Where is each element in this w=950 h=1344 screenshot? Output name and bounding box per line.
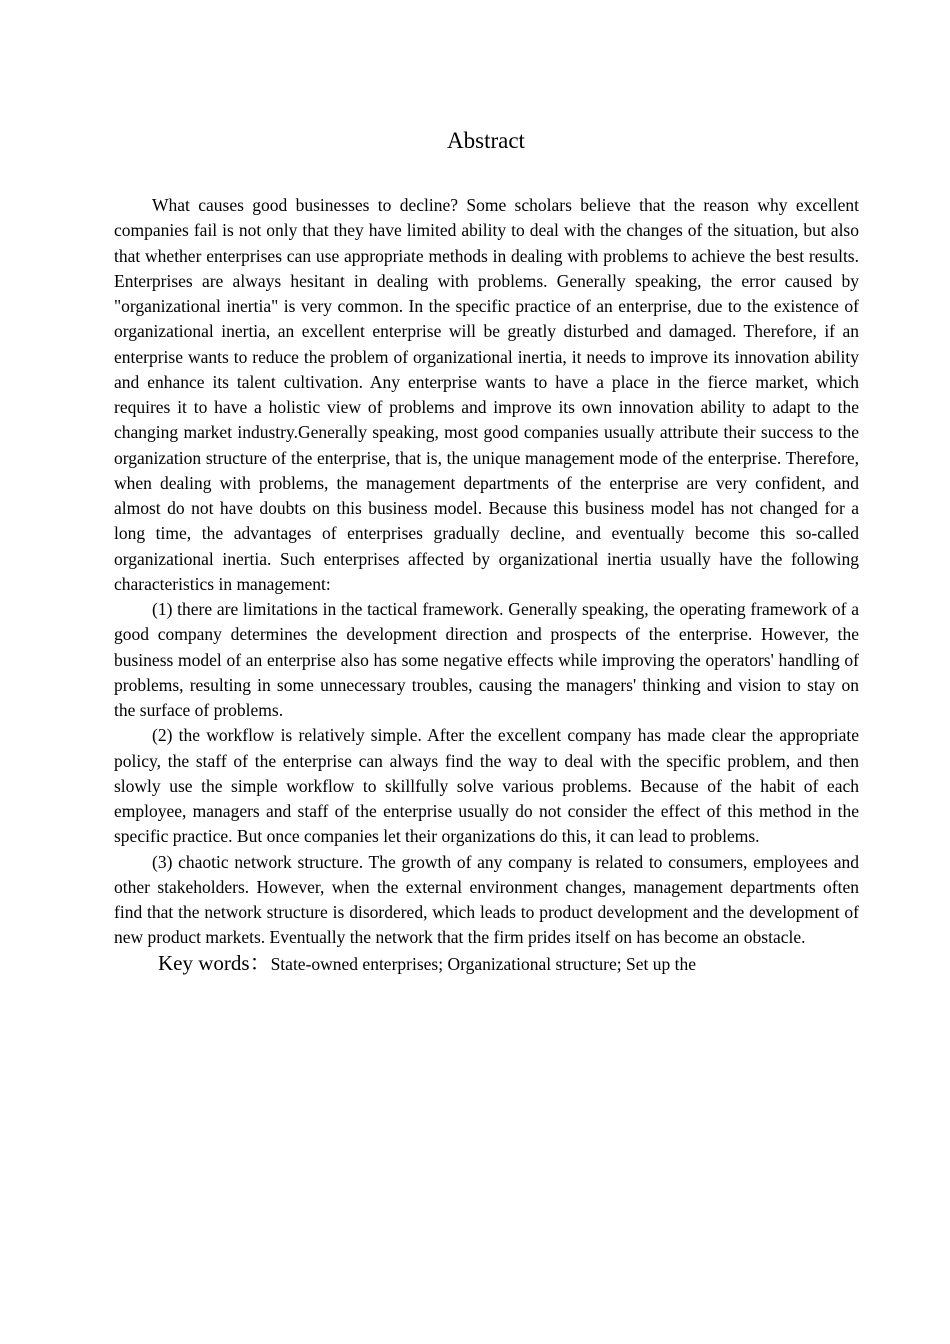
abstract-paragraph-intro: What causes good businesses to decline? Some scholars believe that the reason why excellent companies fail is not only that they have limited ability to deal with the changes of the situation, but also that whether enterprises can use appropriate methods in dealing with problems to achieve the best results. Enterprises are always hesitant in dealing with problems. Generally speaking, the error caused by "organizational inertia" is very common. In the specific practice of an enterprise, due to the existence of organizational inertia, an excellent enterprise will be greatly disturbed and damaged. Therefore, if an enterprise wants to reduce the problem of organizational inertia, it needs to improve its innovation ability and enhance its talent cultivation. Any enterprise wants to have a place in the fierce market, which requires it to have a holistic view of problems and improve its own innovation ability to adapt to the changing market industry.Generally speaking, most good companies usually attribute their success to the organization structure of the enterprise, that is, the unique management mode of the enterprise. Therefore, when dealing with problems, the management departments of the enterprise are very confident, and almost do not have doubts on this business model. Because this business model has not changed for a long time, the advantages of enterprises gradually decline, and eventually become this so-called organizational inertia. Such enterprises affected by organizational inertia usually have the following characteristics in management:: [114, 195, 859, 594]
abstract-paragraph-point-1: (1) there are limitations in the tactical framework. Generally speaking, the operating framework of a good company determines the development direction and prospects of the enterprise. However, the business model of an enterprise also has some negative effects while improving the operators' handling of problems, resulting in some unnecessary troubles, causing the managers' thinking and vision to stay on the surface of problems.: [114, 599, 859, 720]
abstract-paragraph-point-2: (2) the workflow is relatively simple. After the excellent company has made clear the appropriate policy, the staff of the enterprise can always find the way to deal with the specific problem, and then slowly use the simple workflow to skillfully solve various problems. Because of the habit of each employee, managers and staff of the enterprise usually do not consider the effect of this method in the specific practice. But once companies let their organizations do this, it can lead to problems.: [114, 725, 859, 847]
keywords-label: Key words：: [158, 950, 271, 975]
keywords-line: [114, 951, 859, 978]
abstract-body: [114, 193, 859, 978]
abstract-title: Abstract: [447, 128, 525, 153]
keywords-value: State-owned enterprises; Organizational structure; Set up the: [270, 953, 696, 974]
abstract-paragraph-point-3: (3) chaotic network structure. The growth of any company is related to consumers, employees and other stakeholders. However, when the external environment changes, management departments often find that the network structure is disordered, which leads to product development and the development of new product markets. Eventually the network that the firm prides itself on has become an obstacle.: [114, 851, 859, 948]
